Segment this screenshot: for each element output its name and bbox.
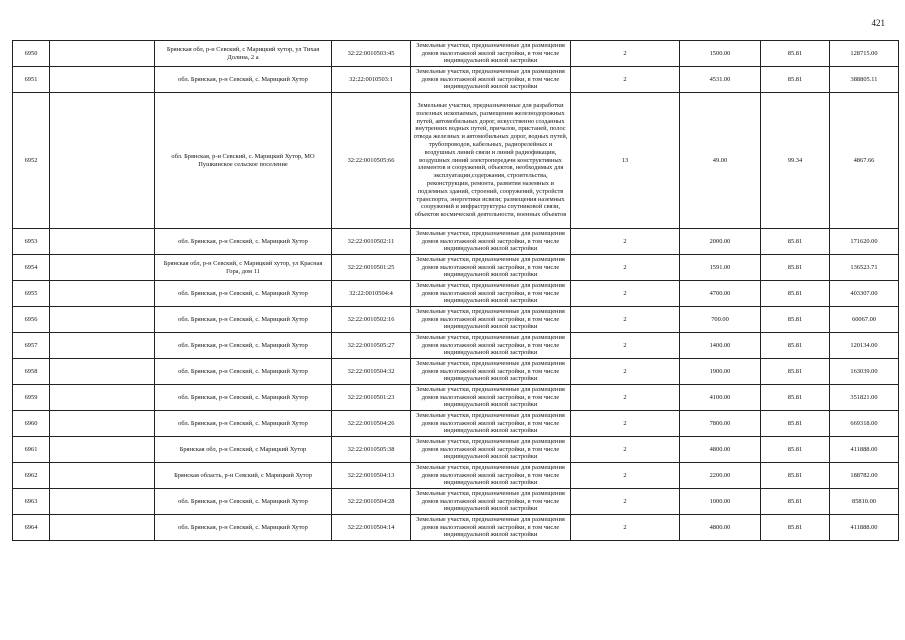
empty-cell — [50, 437, 155, 463]
empty-cell — [50, 255, 155, 281]
table-row — [13, 93, 899, 229]
area-cell: 4800.00 — [680, 437, 761, 463]
cadastral-number-cell: 32:22:0010502:11 — [332, 229, 411, 255]
address-cell: обл. Брянская, р-н Севский, с. Марицкий Хутор, МО Пушкинское сельское поселение — [155, 93, 332, 229]
address-cell: обл. Брянская, р-н Севский, с. Марицкий Хутор — [155, 307, 332, 333]
page-number: 421 — [871, 18, 885, 28]
permitted-use-cell: Земельные участки, предназначенные для размещения домов малоэтажной жилой застройки, в том числе индивидуальной жилой застройки — [411, 333, 571, 359]
address-cell: обл. Брянская, р-н Севский, с. Марицкий Хутор — [155, 333, 332, 359]
area-cell: 1400.00 — [680, 333, 761, 359]
address-cell: обл. Брянская, р-н Севский, с. Марицкий Хутор — [155, 67, 332, 93]
cadastral-number-cell: 32:22:0010504:4 — [332, 281, 411, 307]
cadastral-number-cell: 32:22:0010504:26 — [332, 411, 411, 437]
specific-value-cell: 85.81 — [761, 281, 830, 307]
cadastral-number-cell: 32:22:0010504:28 — [332, 489, 411, 515]
area-cell: 1500.00 — [680, 41, 761, 67]
use-group-cell: 2 — [571, 385, 680, 411]
cadastral-value-cell: 669318.00 — [830, 411, 899, 437]
cadastral-number-cell: 32:22:0010504:13 — [332, 463, 411, 489]
permitted-use-cell: Земельные участки, предназначенные для размещения домов малоэтажной жилой застройки, в том числе индивидуальной жилой застройки — [411, 463, 571, 489]
permitted-use-cell: Земельные участки, предназначенные для размещения домов малоэтажной жилой застройки, в том числе индивидуальной жилой застройки — [411, 359, 571, 385]
row-number: 6954 — [13, 255, 50, 281]
specific-value-cell: 85.81 — [761, 229, 830, 255]
table-row — [13, 333, 899, 359]
empty-cell — [50, 489, 155, 515]
use-group-cell: 2 — [571, 489, 680, 515]
address-cell: обл. Брянская, р-н Севский, с. Марицкий Хутор — [155, 515, 332, 541]
cadastral-value-cell: 128715.00 — [830, 41, 899, 67]
specific-value-cell: 85.81 — [761, 255, 830, 281]
cadastral-value-cell: 4867.66 — [830, 93, 899, 229]
specific-value-cell: 85.81 — [761, 489, 830, 515]
cadastral-value-cell: 403307.00 — [830, 281, 899, 307]
specific-value-cell: 85.81 — [761, 333, 830, 359]
use-group-cell: 2 — [571, 333, 680, 359]
empty-cell — [50, 411, 155, 437]
table-row — [13, 359, 899, 385]
specific-value-cell: 85.81 — [761, 359, 830, 385]
cadastral-number-cell: 32:22:0010503:1 — [332, 67, 411, 93]
area-cell: 4700.00 — [680, 281, 761, 307]
area-cell: 1000.00 — [680, 489, 761, 515]
table-row — [13, 281, 899, 307]
table-row — [13, 385, 899, 411]
area-cell: 700.00 — [680, 307, 761, 333]
area-cell: 1900.00 — [680, 359, 761, 385]
area-cell: 1591.00 — [680, 255, 761, 281]
cadastral-number-cell: 32:22:0010501:25 — [332, 255, 411, 281]
specific-value-cell: 85.81 — [761, 437, 830, 463]
cadastral-value-cell: 136523.71 — [830, 255, 899, 281]
land-registry-table — [12, 40, 899, 541]
use-group-cell: 13 — [571, 93, 680, 229]
address-cell: обл. Брянская, р-н Севский, с. Марицкий Хутор — [155, 489, 332, 515]
cadastral-number-cell: 32:22:0010503:45 — [332, 41, 411, 67]
address-cell: обл. Брянская, р-н Севский, с. Марицкий Хутор — [155, 281, 332, 307]
empty-cell — [50, 463, 155, 489]
specific-value-cell: 85.81 — [761, 463, 830, 489]
empty-cell — [50, 385, 155, 411]
permitted-use-cell: Земельные участки, предназначенные для размещения домов малоэтажной жилой застройки, в том числе индивидуальной жилой застройки — [411, 307, 571, 333]
permitted-use-cell: Земельные участки, предназначенные для размещения домов малоэтажной жилой застройки, в том числе индивидуальной жилой застройки — [411, 489, 571, 515]
empty-cell — [50, 515, 155, 541]
cadastral-value-cell: 411888.00 — [830, 515, 899, 541]
empty-cell — [50, 41, 155, 67]
cadastral-number-cell: 32:22:0010504:32 — [332, 359, 411, 385]
specific-value-cell: 99.34 — [761, 93, 830, 229]
area-cell: 4531.00 — [680, 67, 761, 93]
cadastral-number-cell: 32:22:0010505:27 — [332, 333, 411, 359]
permitted-use-cell: Земельные участки, предназначенные для размещения домов малоэтажной жилой застройки, в том числе индивидуальной жилой застройки — [411, 385, 571, 411]
empty-cell — [50, 307, 155, 333]
permitted-use-cell: Земельные участки, предназначенные для размещения домов малоэтажной жилой застройки, в том числе индивидуальной жилой застройки — [411, 255, 571, 281]
row-number: 6961 — [13, 437, 50, 463]
use-group-cell: 2 — [571, 229, 680, 255]
table-row — [13, 255, 899, 281]
address-cell: обл. Брянская, р-н Севский, с. Марицкий Хутор — [155, 359, 332, 385]
row-number: 6964 — [13, 515, 50, 541]
address-cell: Брянская обл, р-н Севский, с Марицкий хутор, ул Тихая Долина, 2 а — [155, 41, 332, 67]
address-cell: Брянская обл, р-н Севский, с Марицкий хутор, ул Красная Гора, дом 11 — [155, 255, 332, 281]
address-cell: обл. Брянская, р-н Севский, с. Марицкий Хутор — [155, 385, 332, 411]
table-body — [13, 41, 899, 541]
cadastral-value-cell: 85810.00 — [830, 489, 899, 515]
row-number: 6960 — [13, 411, 50, 437]
use-group-cell: 2 — [571, 255, 680, 281]
cadastral-value-cell: 60067.00 — [830, 307, 899, 333]
row-number: 6955 — [13, 281, 50, 307]
table-row — [13, 229, 899, 255]
address-cell: обл. Брянская, р-н Севский, с. Марицкий Хутор — [155, 411, 332, 437]
use-group-cell: 2 — [571, 463, 680, 489]
cadastral-value-cell: 188782.00 — [830, 463, 899, 489]
use-group-cell: 2 — [571, 411, 680, 437]
table-row — [13, 41, 899, 67]
area-cell: 4100.00 — [680, 385, 761, 411]
cadastral-value-cell: 351821.00 — [830, 385, 899, 411]
permitted-use-cell: Земельные участки, предназначенные для размещения домов малоэтажной жилой застройки, в том числе индивидуальной жилой застройки — [411, 437, 571, 463]
row-number: 6959 — [13, 385, 50, 411]
cadastral-number-cell: 32:22:0010501:23 — [332, 385, 411, 411]
row-number: 6957 — [13, 333, 50, 359]
empty-cell — [50, 359, 155, 385]
specific-value-cell: 85.81 — [761, 385, 830, 411]
permitted-use-cell: Земельные участки, предназначенные для размещения домов малоэтажной жилой застройки, в том числе индивидуальной жилой застройки — [411, 515, 571, 541]
table-row — [13, 411, 899, 437]
row-number: 6958 — [13, 359, 50, 385]
row-number: 6962 — [13, 463, 50, 489]
area-cell: 4800.00 — [680, 515, 761, 541]
use-group-cell: 2 — [571, 41, 680, 67]
specific-value-cell: 85.81 — [761, 307, 830, 333]
area-cell: 7800.00 — [680, 411, 761, 437]
table-row — [13, 463, 899, 489]
empty-cell — [50, 281, 155, 307]
empty-cell — [50, 67, 155, 93]
cadastral-value-cell: 388805.11 — [830, 67, 899, 93]
table-row — [13, 515, 899, 541]
row-number: 6950 — [13, 41, 50, 67]
row-number: 6953 — [13, 229, 50, 255]
area-cell: 2000.00 — [680, 229, 761, 255]
table-row — [13, 489, 899, 515]
cadastral-value-cell: 171620.00 — [830, 229, 899, 255]
permitted-use-cell: Земельные участки, предназначенные для размещения домов малоэтажной жилой застройки, в том числе индивидуальной жилой застройки — [411, 41, 571, 67]
use-group-cell: 2 — [571, 281, 680, 307]
specific-value-cell: 85.81 — [761, 67, 830, 93]
area-cell: 49.00 — [680, 93, 761, 229]
empty-cell — [50, 93, 155, 229]
use-group-cell: 2 — [571, 67, 680, 93]
cadastral-value-cell: 163039.00 — [830, 359, 899, 385]
empty-cell — [50, 229, 155, 255]
cadastral-number-cell: 32:22:0010502:16 — [332, 307, 411, 333]
address-cell: обл. Брянская, р-н Севский, с. Марицкий Хутор — [155, 229, 332, 255]
table-row — [13, 307, 899, 333]
row-number: 6952 — [13, 93, 50, 229]
address-cell: Брянская обл, р-н Севский, с Марицкий Хутор — [155, 437, 332, 463]
permitted-use-cell: Земельные участки, предназначенные для размещения домов малоэтажной жилой застройки, в том числе индивидуальной жилой застройки — [411, 281, 571, 307]
specific-value-cell: 85.81 — [761, 515, 830, 541]
address-cell: Брянская область, р-н Севский, с Марицкий Хутор — [155, 463, 332, 489]
permitted-use-cell: Земельные участки, предназначенные для размещения домов малоэтажной жилой застройки, в том числе индивидуальной жилой застройки — [411, 411, 571, 437]
row-number: 6951 — [13, 67, 50, 93]
row-number: 6963 — [13, 489, 50, 515]
specific-value-cell: 85.81 — [761, 411, 830, 437]
cadastral-number-cell: 32:22:0010505:38 — [332, 437, 411, 463]
use-group-cell: 2 — [571, 359, 680, 385]
use-group-cell: 2 — [571, 437, 680, 463]
cadastral-number-cell: 32:22:0010504:14 — [332, 515, 411, 541]
use-group-cell: 2 — [571, 515, 680, 541]
empty-cell — [50, 333, 155, 359]
cadastral-value-cell: 411888.00 — [830, 437, 899, 463]
permitted-use-cell: Земельные участки, предназначенные для разработки полезных ископаемых, размещения железнодорожных путей, автомобильных дорог, искусственно созданных внутренних водных путей, причалов, пристаней, полос отвода железных и автомобильных дорог, водных путей, трубопроводов, кабельных, радиорелейных и воздушных линий связи и линий радиофикации, воздушных линий электропередачи конструктивных элементов и сооружений, объектов, необходимых для эксплуатации,содержания, строительства, реконструкции, ремонта, развития наземных и подземных зданий, строений, сооружений, устройств транспорта, энергетики исвязи; размещения наземных сооружений и инфраструктуры спутниковой связи, объектов космической деятельности, военных объектов — [411, 93, 571, 229]
row-number: 6956 — [13, 307, 50, 333]
permitted-use-cell: Земельные участки, предназначенные для размещения домов малоэтажной жилой застройки, в том числе индивидуальной жилой застройки — [411, 67, 571, 93]
area-cell: 2200.00 — [680, 463, 761, 489]
table-row — [13, 437, 899, 463]
cadastral-number-cell: 32:22:0010505:66 — [332, 93, 411, 229]
cadastral-value-cell: 120134.00 — [830, 333, 899, 359]
use-group-cell: 2 — [571, 307, 680, 333]
table-row — [13, 67, 899, 93]
specific-value-cell: 85.81 — [761, 41, 830, 67]
permitted-use-cell: Земельные участки, предназначенные для размещения домов малоэтажной жилой застройки, в том числе индивидуальной жилой застройки — [411, 229, 571, 255]
